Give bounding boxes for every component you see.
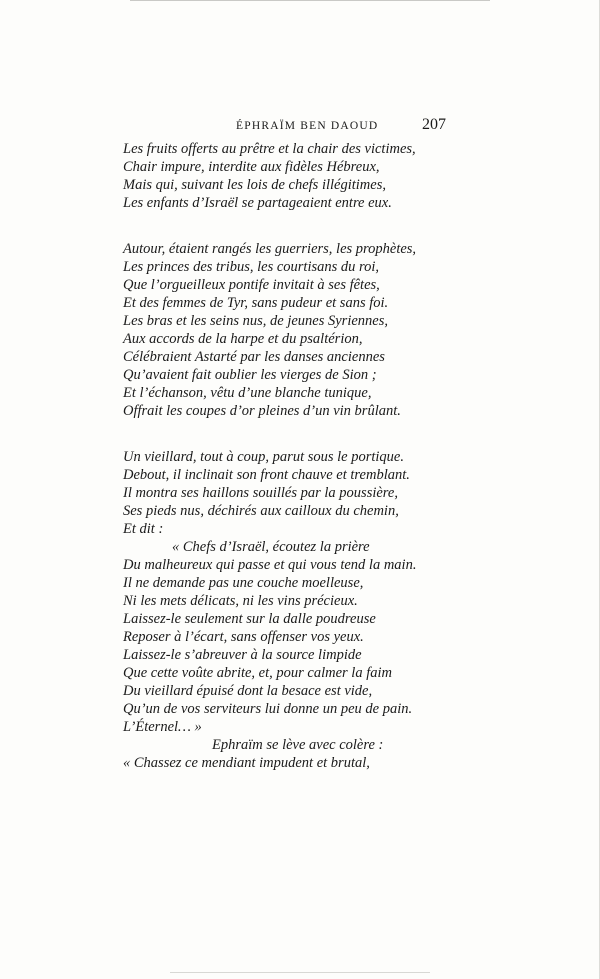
top-edge-mark	[130, 0, 490, 1]
verse-line: Et l’échanson, vêtu d’une blanche tunique,	[123, 385, 372, 401]
verse-line: Laissez-le s’abreuver à la source limpide	[123, 647, 362, 663]
page-number: 207	[422, 116, 446, 133]
verse-line: Il montra ses haillons souillés par la poussière,	[123, 485, 398, 501]
verse-line: Célébraient Astarté par les danses anciennes	[123, 349, 385, 365]
verse-line: Laissez-le seulement sur la dalle poudreuse	[123, 611, 376, 627]
verse-line: Ni les mets délicats, ni les vins précieux.	[123, 593, 358, 609]
verse-line: Autour, étaient rangés les guerriers, les prophètes,	[123, 241, 417, 257]
verse-line: Du vieillard épuisé dont la besace est vide,	[123, 683, 373, 699]
verse-line-indented: « Chefs d’Israël, écoutez la prière	[172, 539, 370, 555]
running-title: ÉPHRAÏM BEN DAOUD	[236, 120, 379, 132]
verse-line: Que l’orgueilleux pontife invitait à ses fêtes,	[123, 277, 380, 293]
verse-line: Du malheureux qui passe et qui vous tend la main.	[123, 557, 417, 573]
verse-line: L’Éternel… »	[123, 719, 202, 735]
verse-line: Offrait les coupes d’or pleines d’un vin brûlant.	[123, 403, 401, 419]
bottom-edge-mark	[170, 972, 430, 973]
verse-line: Aux accords de la harpe et du psaltérion,	[123, 331, 363, 347]
page-header	[0, 118, 600, 138]
verse-line: Mais qui, suivant les lois de chefs illégitimes,	[123, 177, 386, 193]
verse-line: Chair impure, interdite aux fidèles Hébreux,	[123, 159, 380, 175]
verse-line: Debout, il inclinait son front chauve et tremblant.	[123, 467, 410, 483]
verse-line: Et des femmes de Tyr, sans pudeur et sans foi.	[123, 295, 389, 311]
verse-line: « Chassez ce mendiant impudent et brutal,	[123, 755, 370, 771]
verse-line: Que cette voûte abrite, et, pour calmer la faim	[123, 665, 392, 681]
verse-line: Un vieillard, tout à coup, parut sous le portique.	[123, 449, 404, 465]
verse-line: Les princes des tribus, les courtisans du roi,	[123, 259, 380, 275]
verse-line: Ses pieds nus, déchirés aux cailloux du chemin,	[123, 503, 399, 519]
verse-line: Les bras et les seins nus, de jeunes Syriennes,	[123, 313, 388, 329]
verse-line: Qu’avaient fait oublier les vierges de Sion ;	[123, 367, 377, 383]
verse-line: Il ne demande pas une couche moelleuse,	[123, 575, 364, 591]
verse-line: Les fruits offerts au prêtre et la chair des victimes,	[123, 141, 416, 157]
verse-line: Reposer à l’écart, sans offenser vos yeux.	[123, 629, 364, 645]
verse-line: Et dit :	[123, 521, 164, 537]
verse-line: Les enfants d’Israël se partageaient entre eux.	[123, 195, 392, 211]
verse-line: Qu’un de vos serviteurs lui donne un peu de pain.	[123, 701, 413, 717]
verse-line-indented: Ephraïm se lève avec colère :	[212, 737, 384, 753]
